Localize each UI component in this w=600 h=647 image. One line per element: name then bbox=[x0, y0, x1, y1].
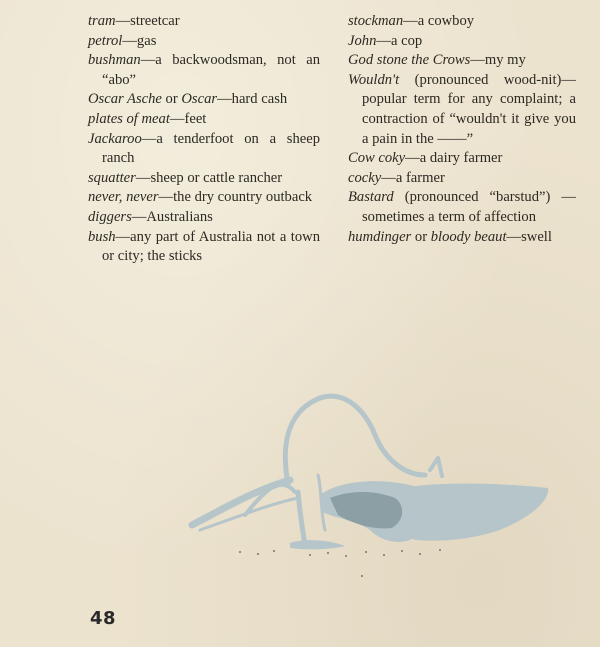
glossary-right-column bbox=[348, 12, 576, 247]
glossary-entry-jackaroo bbox=[88, 130, 320, 169]
glossary-entry-oscar-asche bbox=[88, 90, 320, 110]
glossary-definition: —the dry country outback bbox=[158, 189, 313, 206]
glossary-entry-petrol bbox=[88, 32, 320, 52]
glossary-entry-bush bbox=[88, 228, 320, 267]
glossary-entry-plates-of-meat bbox=[88, 110, 320, 130]
glossary-entry-john bbox=[348, 32, 576, 52]
glossary-term: Jackaroo bbox=[88, 130, 142, 147]
glossary-definition: —a backwoodsman, not an “abo” bbox=[102, 52, 320, 88]
glossary-definition: —hard cash bbox=[217, 91, 288, 108]
glossary-entry-bastard bbox=[348, 188, 576, 227]
glossary-definition: —sheep or cattle rancher bbox=[135, 169, 283, 186]
glossary-entry-diggers bbox=[88, 208, 320, 228]
glossary-term: Wouldn't bbox=[348, 71, 400, 88]
glossary-entry-cow-coky bbox=[348, 149, 576, 169]
glossary-entry-never-never bbox=[88, 188, 320, 208]
glossary-term: humdinger bbox=[348, 228, 412, 245]
glossary-term: petrol bbox=[88, 32, 123, 49]
glossary-definition: —a dairy farmer bbox=[405, 150, 503, 167]
kangaroo-illustration bbox=[170, 380, 560, 590]
glossary-entry-humdinger bbox=[348, 228, 576, 248]
glossary-term: squatter bbox=[88, 169, 136, 186]
glossary-entry-bushman bbox=[88, 51, 320, 90]
glossary-entry-cocky bbox=[348, 169, 576, 189]
glossary-connector: or bbox=[411, 228, 431, 245]
glossary-term: bushman bbox=[88, 52, 141, 69]
glossary-definition: —swell bbox=[506, 228, 552, 245]
glossary-entry-god-stone-the-crows bbox=[348, 51, 576, 71]
glossary-definition: —Australians bbox=[131, 208, 213, 225]
glossary-definition: —streetcar bbox=[115, 13, 180, 29]
glossary-definition: (pronounced wood-nit)—popular term for any complaint; a contraction of “wouldn't it give you a pain in the ——” bbox=[362, 71, 576, 147]
glossary-term: stockman bbox=[348, 13, 404, 29]
glossary-entry-wouldnt bbox=[348, 71, 576, 149]
glossary-entry-stockman bbox=[348, 12, 576, 32]
glossary-term: cocky bbox=[348, 169, 382, 186]
glossary-entry-tram bbox=[88, 12, 320, 32]
glossary-definition: —feet bbox=[169, 110, 207, 127]
glossary-term: God stone the Crows bbox=[348, 52, 471, 69]
glossary-term: tram bbox=[88, 13, 116, 29]
glossary-term-alternate: Oscar bbox=[181, 91, 218, 108]
glossary-term: Bastard bbox=[348, 189, 394, 206]
page-number: 48 bbox=[90, 608, 117, 629]
glossary-definition: —a tenderfoot on a sheep ranch bbox=[102, 130, 320, 167]
glossary-definition: —gas bbox=[122, 32, 157, 49]
glossary-term: plates of meat bbox=[88, 110, 170, 127]
glossary-term: never, never bbox=[88, 189, 159, 206]
glossary-connector: or bbox=[161, 91, 182, 108]
glossary-term: Cow coky bbox=[348, 150, 406, 167]
glossary-term-alternate: bloody beaut bbox=[430, 228, 507, 245]
glossary-definition: —any part of Australia not a town or city; the sticks bbox=[102, 228, 320, 265]
glossary-left-column bbox=[88, 12, 320, 267]
glossary-term: bush bbox=[88, 228, 116, 245]
glossary-definition: —my my bbox=[470, 52, 526, 69]
glossary-definition: (pronounced “barstud”) —sometimes a term of affection bbox=[362, 189, 576, 225]
glossary-entry-squatter bbox=[88, 169, 320, 189]
glossary-definition: —a cowboy bbox=[403, 13, 475, 29]
glossary-definition: —a farmer bbox=[381, 169, 445, 186]
glossary-term: Oscar Asche bbox=[88, 91, 162, 108]
glossary-definition: —a cop bbox=[376, 32, 423, 49]
glossary-term: John bbox=[348, 32, 377, 49]
glossary-term: diggers bbox=[88, 208, 132, 225]
